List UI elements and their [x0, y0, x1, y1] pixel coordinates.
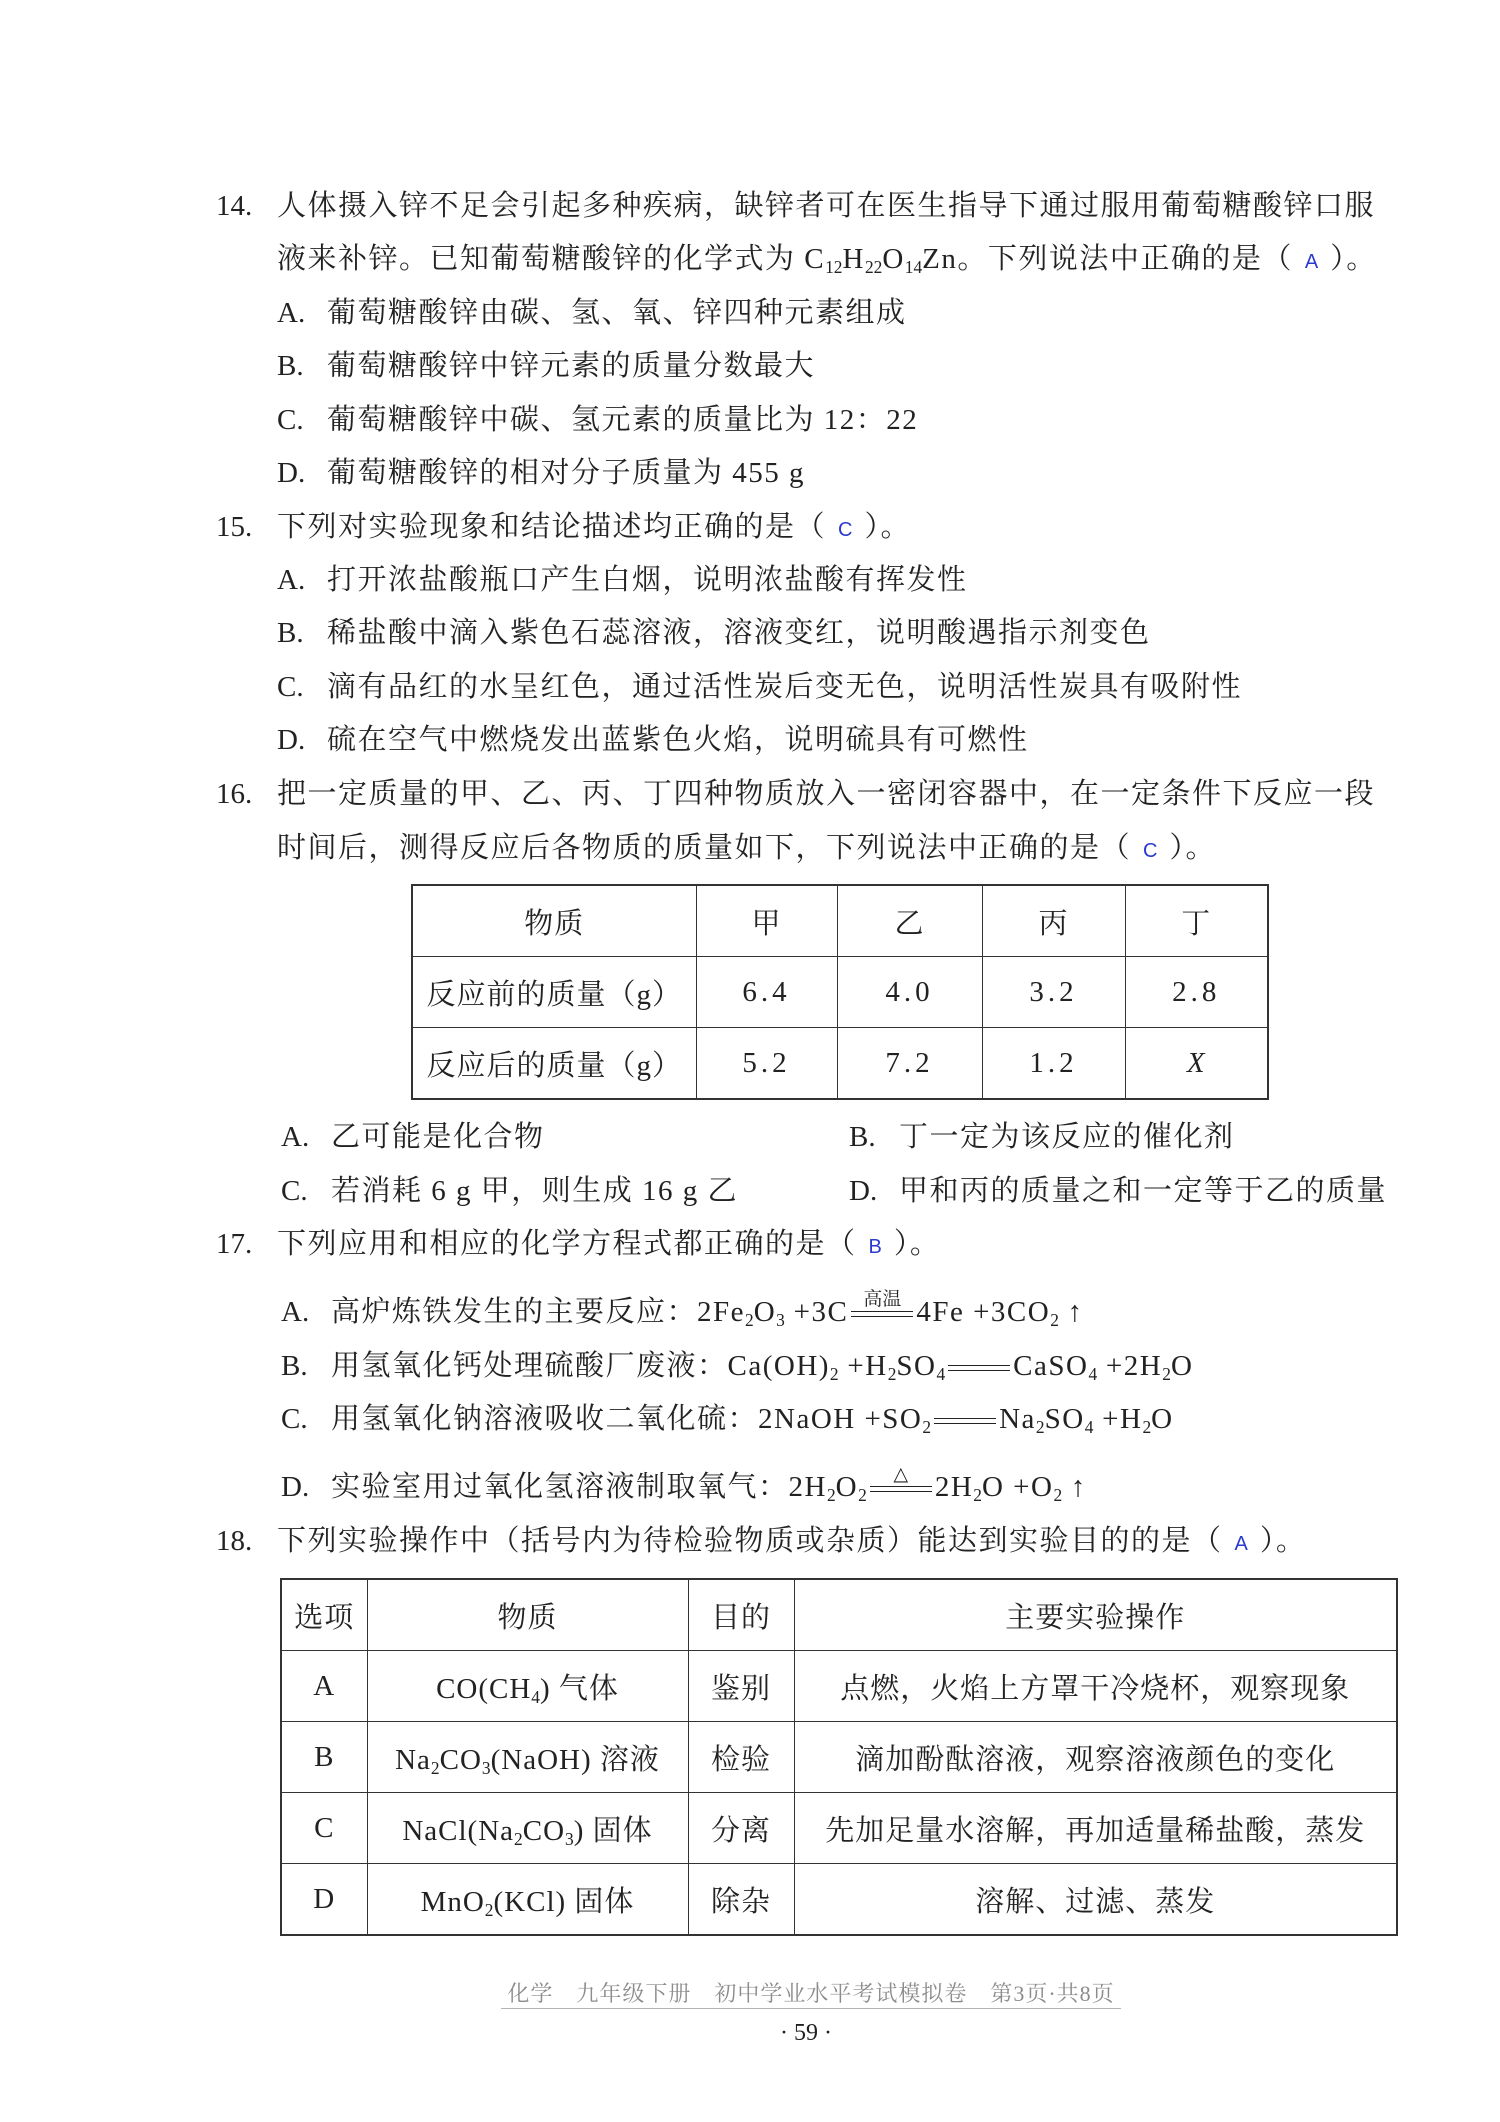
- option-label: A.: [277, 297, 306, 329]
- option-text: 硫在空气中燃烧发出蓝紫色火焰，说明硫具有可燃性: [327, 724, 1029, 756]
- question-stem-text: [277, 511, 911, 543]
- option-cell: C: [281, 1793, 367, 1864]
- option-label: D.: [849, 1175, 878, 1207]
- table-cell: 1.2: [982, 1028, 1125, 1100]
- substance-cell: [367, 1722, 688, 1793]
- text-run: O: [1170, 1350, 1194, 1382]
- text-run: 4Fe +3CO: [916, 1296, 1051, 1328]
- purpose-cell: 分离: [688, 1793, 794, 1864]
- text-run: 人体摄入锌不足会引起多种疾病，缺锌者可在医生指导下通过服用葡萄糖酸锌口服: [277, 190, 1376, 222]
- q16-mass-table: [411, 884, 1269, 1100]
- option-text: 滴有品红的水呈红色，通过活性炭后变无色，说明活性炭具有吸附性: [327, 671, 1243, 703]
- footer-series-title: 化学 九年级下册 初中学业水平考试模拟卷 第3页·共8页: [501, 1981, 1120, 2009]
- substance-cell: [367, 1651, 688, 1722]
- question-number: 14.: [216, 190, 253, 222]
- option-text: 葡萄糖酸锌的相对分子质量为 455 g: [327, 457, 806, 489]
- option-text: 乙可能是化合物: [331, 1121, 545, 1153]
- operation-cell: 滴加酚酞溶液，观察溶液颜色的变化: [794, 1722, 1397, 1793]
- text-run: +H: [838, 1350, 888, 1382]
- table-row: [412, 957, 1268, 1028]
- answer-letter: C: [838, 519, 853, 541]
- row-label-cell: 反应前的质量（g）: [412, 957, 696, 1028]
- option-label: C.: [277, 404, 304, 436]
- text-run: (KCl) 固体: [493, 1885, 635, 1918]
- subscript: 14: [904, 257, 923, 278]
- subscript: 2: [858, 1485, 867, 1506]
- text-run: 把一定质量的甲、乙、丙、丁四种物质放入一密闭容器中，在一定条件下反应一段: [277, 778, 1376, 810]
- reaction-equals-sign: [870, 1464, 932, 1492]
- subscript: 4: [1084, 1417, 1094, 1438]
- table-header-cell: 目的: [688, 1579, 794, 1651]
- text-run: SO: [896, 1350, 937, 1382]
- q16-stem-line-1: [216, 774, 1376, 814]
- text-run: O: [753, 1296, 777, 1328]
- text-run: +2H: [1097, 1350, 1163, 1382]
- table-row: [281, 1722, 1397, 1793]
- q15-option-d: [277, 720, 1029, 760]
- q16-option-c: [281, 1171, 738, 1211]
- q14-option-d: [277, 453, 805, 493]
- subscript: 2: [1053, 1485, 1063, 1506]
- substance-cell: [367, 1793, 688, 1864]
- subscript: 2: [922, 1417, 932, 1438]
- q18-stem-line-1: [216, 1521, 1307, 1561]
- table-cell: 6.4: [696, 957, 837, 1028]
- purpose-cell: 检验: [688, 1722, 794, 1793]
- subscript: 4: [936, 1364, 946, 1385]
- subscript: 4: [1088, 1364, 1098, 1385]
- text-run: 实验室用过氧化氢溶液制取氧气：2H: [331, 1471, 827, 1503]
- option-label: D.: [277, 724, 306, 756]
- answer-letter: C: [1143, 840, 1158, 862]
- q17-option-c: [281, 1399, 1174, 1439]
- subscript: 22: [864, 257, 883, 278]
- purpose-cell: 除杂: [688, 1864, 794, 1936]
- option-label: C.: [281, 1403, 308, 1435]
- text-run: 用氢氧化钠溶液吸收二氧化硫：2NaOH +SO: [331, 1403, 923, 1435]
- answer-letter: B: [868, 1236, 882, 1258]
- subscript: 2: [1162, 1364, 1171, 1385]
- subscript: 3: [776, 1310, 785, 1331]
- option-label: D.: [281, 1471, 310, 1503]
- page-footer: [471, 1976, 1151, 2012]
- answer-letter: A: [1304, 251, 1319, 273]
- substance-cell: [367, 1864, 688, 1936]
- q14-option-a: [277, 293, 907, 333]
- option-text: 打开浓盐酸瓶口产生白烟，说明浓盐酸有挥发性: [327, 564, 968, 596]
- subscript: 4: [531, 1686, 540, 1707]
- q17-option-a: [281, 1289, 1084, 1332]
- reaction-condition: △: [893, 1464, 909, 1486]
- q17-option-d: [281, 1464, 1087, 1507]
- text-run: Na: [999, 1403, 1036, 1435]
- q14-stem-line-1: [216, 186, 1376, 226]
- chemical-equation-text: [331, 1403, 1174, 1438]
- option-text: 丁一定为该反应的催化剂: [899, 1121, 1235, 1153]
- operation-cell: 点燃，火焰上方罩干冷烧杯，观察现象: [794, 1651, 1397, 1722]
- option-label: A.: [281, 1121, 310, 1153]
- subscript: 2: [1142, 1417, 1152, 1438]
- q14-option-c: [277, 400, 918, 440]
- subscript: 2: [829, 1364, 839, 1385]
- chemical-equation-text: [331, 1350, 1194, 1385]
- table-header-cell: 选项: [281, 1579, 367, 1651]
- text-run: +3C: [784, 1296, 849, 1328]
- option-label: C.: [281, 1175, 308, 1207]
- subscript: 2: [430, 1757, 440, 1778]
- q16-option-d: [849, 1171, 1387, 1211]
- text-run: 下列对实验现象和结论描述均正确的是（: [277, 511, 827, 543]
- table-cell: 2.8: [1125, 957, 1268, 1028]
- q17-stem-line-1: [216, 1224, 941, 1264]
- option-cell: D: [281, 1864, 367, 1936]
- option-text: 若消耗 6 g 甲，则生成 16 g 乙: [331, 1175, 739, 1207]
- q16-option-b: [849, 1117, 1235, 1157]
- text-run: Na: [395, 1743, 431, 1776]
- question-number: 17.: [216, 1228, 253, 1260]
- text-run: H: [842, 243, 865, 275]
- unknown-value-cell: X: [1125, 1028, 1268, 1100]
- text-run: ）。: [864, 511, 911, 543]
- table-cell: 3.2: [982, 957, 1125, 1028]
- option-label: B.: [281, 1350, 308, 1382]
- text-run: 液来补锌。已知葡萄糖酸锌的化学式为 C: [277, 243, 826, 275]
- table-header-cell: 甲: [696, 885, 837, 957]
- table-header-cell: 主要实验操作: [794, 1579, 1397, 1651]
- q16-option-a: [281, 1117, 545, 1157]
- table-header-cell: 乙: [837, 885, 982, 957]
- table-header-cell: 丁: [1125, 885, 1268, 957]
- q15-stem-line-1: [216, 507, 911, 547]
- text-run: ）。: [893, 1228, 941, 1260]
- text-run: +H: [1093, 1403, 1143, 1435]
- text-run: CO(CH: [436, 1672, 532, 1705]
- text-run: 时间后，测得反应后各物质的质量如下，下列说法中正确的是（: [277, 832, 1132, 864]
- text-run: 下列应用和相应的化学方程式都正确的是（: [277, 1228, 857, 1260]
- question-stem-text: [277, 190, 1375, 222]
- subscript: 2: [887, 1364, 897, 1385]
- q15-option-b: [277, 613, 1151, 653]
- text-run: ↑: [1062, 1471, 1087, 1503]
- operation-cell: 先加足量水溶解，再加适量稀盐酸，蒸发: [794, 1793, 1397, 1864]
- option-label: B.: [277, 350, 304, 382]
- subscript: 2: [973, 1485, 982, 1506]
- question-number: 18.: [216, 1525, 253, 1557]
- table-row: [281, 1864, 1397, 1936]
- text-run: 高炉炼铁发生的主要反应：2Fe: [331, 1296, 746, 1328]
- subscript: 2: [745, 1310, 754, 1331]
- text-run: O: [882, 243, 905, 275]
- text-run: ）。: [1259, 1525, 1307, 1557]
- row-label-cell: 反应后的质量（g）: [412, 1028, 696, 1100]
- text-run: NaCl(Na: [402, 1814, 515, 1847]
- option-text: 葡萄糖酸锌由碳、氢、氧、锌四种元素组成: [327, 297, 907, 329]
- text-run: 下列实验操作中（括号内为待检验物质或杂质）能达到实验目的的是（: [277, 1525, 1223, 1557]
- text-run: Zn。下列说法中正确的是（: [922, 243, 1293, 275]
- table-row: [281, 1651, 1397, 1722]
- option-label: A.: [277, 564, 306, 596]
- text-run: CO: [522, 1814, 566, 1847]
- text-run: MnO: [420, 1885, 485, 1918]
- table-cell: 5.2: [696, 1028, 837, 1100]
- question-stem-text: [277, 778, 1375, 810]
- text-run: O: [835, 1471, 859, 1503]
- chemical-equation-text: [331, 1464, 1087, 1506]
- subscript: 2: [1050, 1310, 1059, 1331]
- option-label: C.: [277, 671, 304, 703]
- text-run: ↑: [1058, 1296, 1084, 1328]
- q18-experiment-table: [280, 1578, 1398, 1936]
- question-number: 15.: [216, 511, 253, 543]
- text-run: SO: [1044, 1403, 1085, 1435]
- q15-option-a: [277, 560, 968, 600]
- table-header-cell: 物质: [412, 885, 696, 957]
- option-label: B.: [849, 1121, 876, 1153]
- subscript: 12: [825, 257, 843, 278]
- q14-option-b: [277, 346, 815, 386]
- question-stem-text: [277, 832, 1216, 864]
- answer-letter: A: [1234, 1533, 1248, 1555]
- subscript: 3: [481, 1757, 491, 1778]
- question-stem-text: [277, 1525, 1306, 1557]
- option-label: B.: [277, 617, 304, 649]
- q15-option-c: [277, 667, 1242, 707]
- text-run: (NaOH) 溶液: [490, 1743, 660, 1776]
- chemical-equation-text: [331, 1289, 1084, 1331]
- page-number: · 59 ·: [780, 2020, 832, 2046]
- table-header-row: [281, 1579, 1397, 1651]
- question-stem-text: [277, 243, 1377, 278]
- option-text: 稀盐酸中滴入紫色石蕊溶液，溶液变红，说明酸遇指示剂变色: [327, 617, 1151, 649]
- q16-stem-line-2: [277, 828, 1216, 868]
- text-run: ）。: [1169, 832, 1216, 864]
- option-text: 葡萄糖酸锌中锌元素的质量分数最大: [327, 350, 816, 382]
- option-label: D.: [277, 457, 306, 489]
- q14-stem-line-2: [277, 239, 1377, 279]
- reaction-equals-sign: [948, 1365, 1010, 1371]
- text-run: ) 固体: [573, 1814, 653, 1847]
- subscript: 2: [826, 1485, 836, 1506]
- option-text: 甲和丙的质量之和一定等于乙的质量: [899, 1175, 1388, 1207]
- option-cell: B: [281, 1722, 367, 1793]
- text-run: 2H: [934, 1471, 974, 1503]
- option-cell: A: [281, 1651, 367, 1722]
- option-text: 葡萄糖酸锌中碳、氢元素的质量比为 12：22: [327, 404, 919, 436]
- table-row: [281, 1793, 1397, 1864]
- table-cell: 7.2: [837, 1028, 982, 1100]
- reaction-condition: 高温: [863, 1289, 902, 1311]
- operation-cell: 溶解、过滤、蒸发: [794, 1864, 1397, 1936]
- text-run: CO: [439, 1743, 482, 1776]
- table-header-row: [412, 885, 1268, 957]
- table-row: [412, 1028, 1268, 1100]
- table-header-cell: 丙: [982, 885, 1125, 957]
- question-stem-text: [277, 1228, 940, 1260]
- text-run: ) 气体: [540, 1672, 619, 1705]
- q17-option-b: [281, 1346, 1193, 1386]
- text-run: O: [1151, 1403, 1174, 1435]
- purpose-cell: 鉴别: [688, 1651, 794, 1722]
- text-run: 用氢氧化钙处理硫酸厂废液：Ca(OH): [331, 1350, 830, 1382]
- text-run: CaSO: [1013, 1350, 1089, 1382]
- subscript: 2: [484, 1899, 494, 1920]
- option-label: A.: [281, 1296, 310, 1328]
- reaction-equals-sign: [934, 1418, 996, 1424]
- reaction-equals-sign: [851, 1289, 913, 1317]
- question-number: 16.: [216, 778, 253, 810]
- table-header-cell: 物质: [367, 1579, 688, 1651]
- text-run: ）。: [1330, 243, 1377, 275]
- subscript: 3: [565, 1828, 574, 1849]
- subscript: 2: [1035, 1417, 1045, 1438]
- table-cell: 4.0: [837, 957, 982, 1028]
- text-run: O +O: [981, 1471, 1054, 1503]
- subscript: 2: [514, 1828, 523, 1849]
